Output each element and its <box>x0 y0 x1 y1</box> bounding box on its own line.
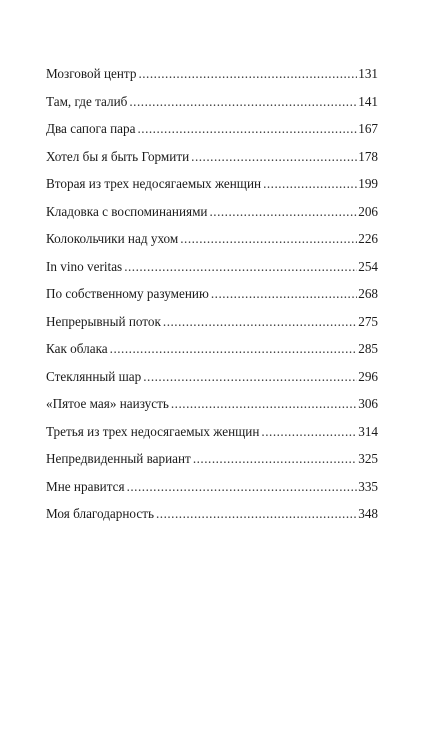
toc-entry <box>46 479 378 507</box>
toc-entry-page: 178 <box>358 148 378 164</box>
toc-entry-page: 254 <box>358 258 378 274</box>
toc-entry <box>46 94 378 122</box>
toc-leader-dots <box>127 479 358 495</box>
toc-entry-page: 306 <box>358 396 378 411</box>
toc-entry-page: 296 <box>358 368 378 384</box>
toc-entry-title: Мне нравится <box>46 478 125 494</box>
toc-entry-title: Моя благодарность <box>46 506 154 521</box>
toc-entry <box>46 506 378 534</box>
toc-entry-page: 335 <box>358 478 378 494</box>
toc-entry <box>46 204 378 232</box>
toc-entry-title: In vino veritas <box>46 258 123 274</box>
toc-leader-dots <box>163 314 357 330</box>
toc-entry <box>46 259 378 287</box>
toc-entry-page: 268 <box>358 286 378 301</box>
toc-entry-page: 348 <box>358 506 378 521</box>
toc-entry <box>46 176 378 204</box>
toc-leader-dots <box>138 66 357 82</box>
toc-entry <box>46 369 378 397</box>
toc-leader-dots <box>211 286 357 302</box>
toc-leader-dots <box>137 121 357 137</box>
toc-leader-dots <box>180 231 357 247</box>
toc-entry-title: Хотел бы я быть Гормити <box>46 148 190 164</box>
toc-entry <box>46 66 378 94</box>
toc-entry-page: 226 <box>358 231 378 246</box>
toc-entry-title: «Пятое мая» наизусть <box>46 396 169 411</box>
toc-entry-title: Там, где талиб <box>46 93 128 109</box>
toc-entry-title: Стеклянный шар <box>46 368 142 384</box>
toc-leader-dots <box>209 204 357 220</box>
toc-entry <box>46 396 378 424</box>
toc-leader-dots <box>124 259 357 275</box>
toc-leader-dots <box>261 424 357 440</box>
toc-entry-title: Непредвиденный вариант <box>46 451 191 466</box>
toc-leader-dots <box>191 149 357 165</box>
toc-entry-title: Третья из трех недосягаемых женщин <box>46 423 260 439</box>
toc-entry <box>46 121 378 149</box>
toc-leader-dots <box>156 506 357 522</box>
toc-entry <box>46 314 378 342</box>
toc-entry <box>46 231 378 259</box>
toc-entry-page: 199 <box>358 176 378 191</box>
toc-entry-page: 285 <box>358 341 378 356</box>
toc-entry <box>46 424 378 452</box>
toc-entry-page: 314 <box>358 423 378 439</box>
toc-entry-page: 141 <box>358 93 378 109</box>
toc-entry <box>46 341 378 369</box>
toc-entry-title: Как облака <box>46 341 108 356</box>
toc-entry <box>46 286 378 314</box>
toc-entry-title: Вторая из трех недосягаемых женщин <box>46 176 262 191</box>
toc-entry <box>46 451 378 479</box>
toc-entry-page: 131 <box>358 66 378 81</box>
toc-entry-title: Мозговой центр <box>46 66 137 81</box>
toc-leader-dots <box>193 451 357 467</box>
toc-entry-title: По собственному разумению <box>46 286 209 301</box>
table-of-contents <box>46 66 378 534</box>
toc-entry <box>46 149 378 177</box>
toc-entry-title: Непрерывный поток <box>46 313 161 329</box>
toc-leader-dots <box>110 341 358 357</box>
toc-leader-dots <box>263 176 357 192</box>
toc-entry-page: 325 <box>358 451 378 466</box>
toc-leader-dots <box>143 369 357 385</box>
toc-leader-dots <box>129 94 357 110</box>
toc-entry-page: 275 <box>358 313 378 329</box>
toc-entry-page: 206 <box>358 203 378 219</box>
toc-leader-dots <box>171 396 357 412</box>
toc-entry-title: Кладовка с воспоминаниями <box>46 203 208 219</box>
toc-entry-page: 167 <box>358 121 378 136</box>
toc-entry-title: Два сапога пара <box>46 121 136 136</box>
toc-entry-title: Колокольчики над ухом <box>46 231 179 246</box>
